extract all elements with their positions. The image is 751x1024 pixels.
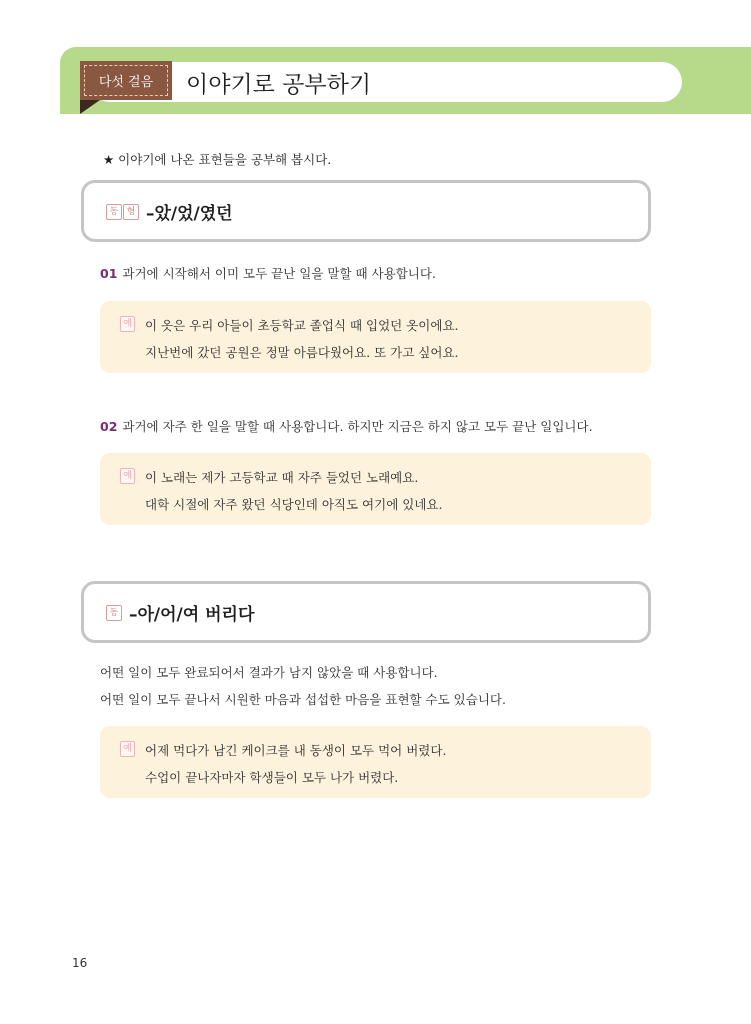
grammar-title-2: –아/어/여 버리다 (129, 605, 255, 625)
rule-text: 과거에 시작해서 이미 모두 끝난 일을 말할 때 사용합니다. (122, 266, 436, 281)
word-class-icons (106, 204, 139, 220)
example-box-1 (100, 301, 651, 373)
example-icon: 예 (120, 741, 135, 757)
example-line: 이 노래는 제가 고등학교 때 자주 들었던 노래예요. (145, 470, 419, 485)
example-line: 수업이 끝나자마자 학생들이 모두 나가 버렸다. (145, 770, 399, 785)
example-line: 어제 먹다가 남긴 케이크를 내 동생이 모두 먹어 버렸다. (145, 743, 447, 758)
example-icon: 예 (120, 316, 135, 332)
grammar-box-2 (81, 581, 651, 643)
header-title-pill (90, 62, 682, 102)
example-line: 대학 시절에 자주 왔던 식당인데 아직도 여기에 있네요. (145, 497, 443, 512)
description-line: 어떤 일이 모두 끝나서 시원한 마음과 섭섭한 마음을 표현할 수도 있습니다. (100, 692, 506, 707)
grammar-title-1: –았/었/였던 (146, 204, 233, 224)
rule-2 (100, 417, 593, 435)
intro-text: ★ 이야기에 나온 표현들을 공부해 봅시다. (103, 152, 332, 167)
rule-1 (100, 264, 436, 282)
adjective-icon: 형 (123, 204, 139, 220)
page-title: 이야기로 공부하기 (186, 72, 372, 98)
verb-icon: 동 (106, 204, 122, 220)
example-line: 이 옷은 우리 아들이 초등학교 졸업식 때 입었던 옷이에요. (145, 318, 459, 333)
rule-number: 02 (100, 419, 118, 434)
description-line: 어떤 일이 모두 완료되어서 결과가 남지 않았을 때 사용합니다. (100, 665, 438, 680)
step-tab-fold (80, 100, 100, 114)
step-label: 다섯 걸음 (98, 75, 154, 90)
grammar-box-1 (81, 180, 651, 242)
example-line: 지난번에 갔던 공원은 정말 아름다웠어요. 또 가고 싶어요. (145, 345, 459, 360)
word-class-icons (106, 605, 122, 621)
rule-number: 01 (100, 266, 118, 281)
step-label-tab (80, 61, 172, 100)
example-box-3 (100, 726, 651, 798)
page-number: 16 (72, 956, 88, 970)
example-box-2 (100, 453, 651, 525)
example-icon: 예 (120, 468, 135, 484)
verb-icon: 동 (106, 605, 122, 621)
rule-text: 과거에 자주 한 일을 말할 때 사용합니다. 하지만 지금은 하지 않고 모두 끝난 일입니다. (122, 419, 593, 434)
